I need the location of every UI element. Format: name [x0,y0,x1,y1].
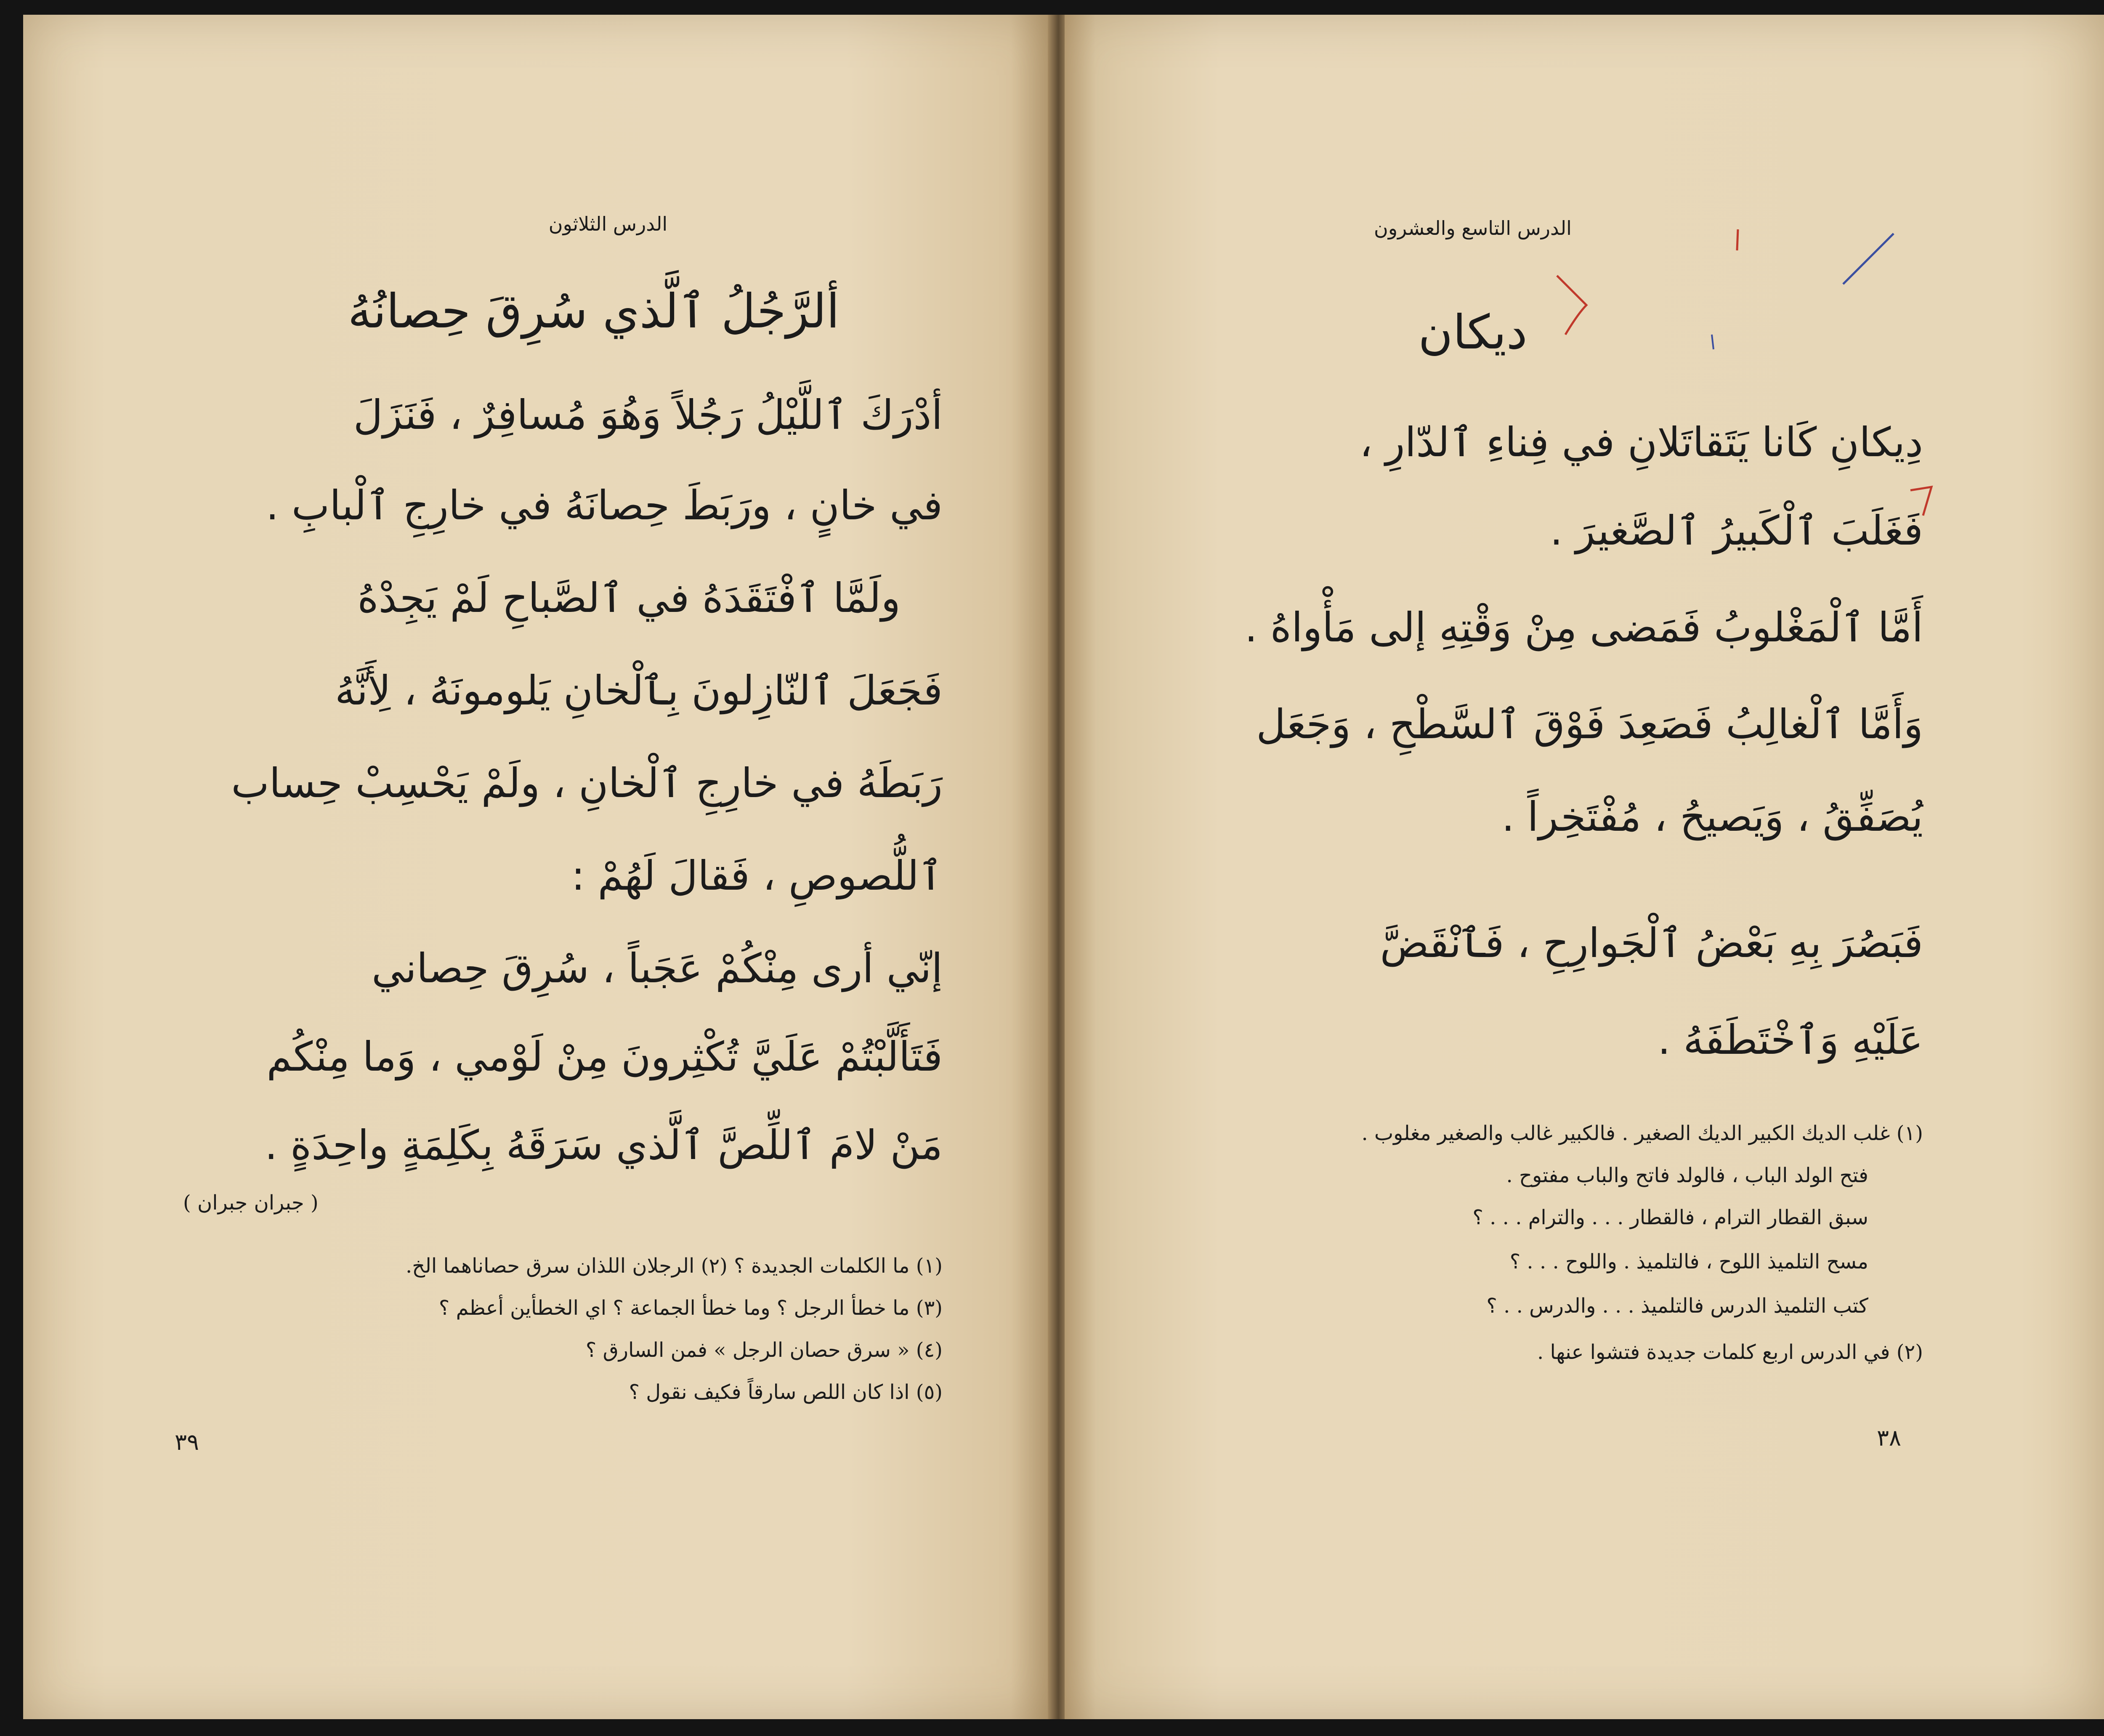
question-line: (١) ما الكلمات الجديدة ؟ (٢) الرجلان اللذان سرق حصاناهما الخ. [405,1254,943,1278]
text-line: ولَمَّا ٱفْتَقَدَهُ في ٱلصَّباحِ لَمْ يَجِدْهُ [357,574,901,622]
text-line: فَجَعَلَ ٱلنّازِلونَ بِٱلْخانِ يَلومونَهُ ، لِأَنَّهُ [335,667,943,714]
text-line: إنّي أرى مِنْكُمْ عَجَباً ، سُرِقَ حِصاني [372,945,943,992]
text-line: عَلَيْهِ وَٱخْتَطَفَهُ . [1658,1016,1923,1063]
red-pencil-bracket-mark [1553,250,1612,360]
text-line: فَتَأَلَّبْتُمْ عَلَيَّ تُكْثِرونَ مِنْ لَوْمي ، وَما مِنْكُم [266,1033,943,1080]
attribution: ( جبران جبران ) [183,1191,319,1215]
exercise-line: (١) غلب الديك الكبير الديك الصغير . فالكبير غالب والصغير مغلوب . [1361,1122,1923,1145]
question-line: (٥) اذا كان اللص سارقاً فكيف نقول ؟ [629,1380,943,1404]
page-number: ٣٩ [175,1429,199,1455]
exercise-line: كتب التلميذ الدرس فالتلميذ . . . والدرس . . ؟ [1486,1294,1868,1318]
blue-pencil-dot-mark [1704,330,1721,356]
exercise-line: مسح التلميذ اللوح ، فالتلميذ . واللوح . . . ؟ [1509,1250,1868,1273]
exercise-line: سبق القطار الترام ، فالقطار . . . والترام . . . ؟ [1472,1206,1868,1229]
text-line: رَبَطَهُ في خارِجِ ٱلْخانِ ، ولَمْ يَحْسِبْ حِساب [231,760,943,807]
text-line: فَغَلَبَ ٱلْكَبيرُ ٱلصَّغيرَ . [1550,507,1923,554]
text-line: وَأَمَّا ٱلْغالِبُ فَصَعِدَ فَوْقَ ٱلسَّطْحِ ، وَجَعَل [1256,701,1923,748]
running-head: الدرس الثلاثون [548,213,668,235]
blue-pencil-check-mark [1835,225,1902,292]
exercise-line: فتح الولد الباب ، فالولد فاتح والباب مفتوح . [1506,1164,1868,1187]
text-line: يُصَفِّقُ ، وَيَصيحُ ، مُفْتَخِراً . [1501,793,1923,840]
text-line: أدْرَكَ ٱللَّيْلُ رَجُلاً وَهُوَ مُسافِرٌ ، فَنَزَلَ [353,391,943,439]
text-line: دِيكانِ كَانا يَتَقاتَلانِ في فِناءِ ٱلدّارِ ، [1359,419,1923,466]
right-page [1065,15,2104,1719]
running-head: الدرس التاسع والعشرون [1374,217,1572,239]
text-line: فَبَصُرَ بِهِ بَعْضُ ٱلْجَوارِحِ ، فَٱنْقَضَّ [1380,920,1923,967]
exercise-line: (٢) في الدرس اربع كلمات جديدة فتشوا عنها . [1537,1340,1923,1364]
question-line: (٣) ما خطأ الرجل ؟ وما خطأ الجماعة ؟ اي الخطأين أعظم ؟ [438,1296,943,1320]
page-number: ٣٨ [1877,1425,1902,1451]
lesson-title: ديكان [1418,305,1528,360]
red-pencil-tick-mark [1729,225,1746,259]
question-line: (٤) « سرق حصان الرجل » فمن السارق ؟ [585,1338,943,1362]
left-page [23,15,1052,1719]
lesson-title: ألرَّجُلُ ٱلَّذي سُرِقَ حِصانُهُ [348,284,839,339]
red-pencil-margin-mark [1906,482,1940,520]
text-line: أَمَّا ٱلْمَغْلوبُ فَمَضى مِنْ وَقْتِهِ إلى مَأْواهُ . [1244,604,1923,651]
text-line: ٱللُّصوصِ ، فَقالَ لَهُمْ : [571,852,943,899]
text-line: في خانٍ ، ورَبَطَ حِصانَهُ في خارِجِ ٱلْبابِ . [266,482,943,529]
text-line: مَنْ لامَ ٱللِّصَّ ٱلَّذي سَرَقَهُ بِكَلِمَةٍ واحِدَةٍ . [264,1122,943,1169]
